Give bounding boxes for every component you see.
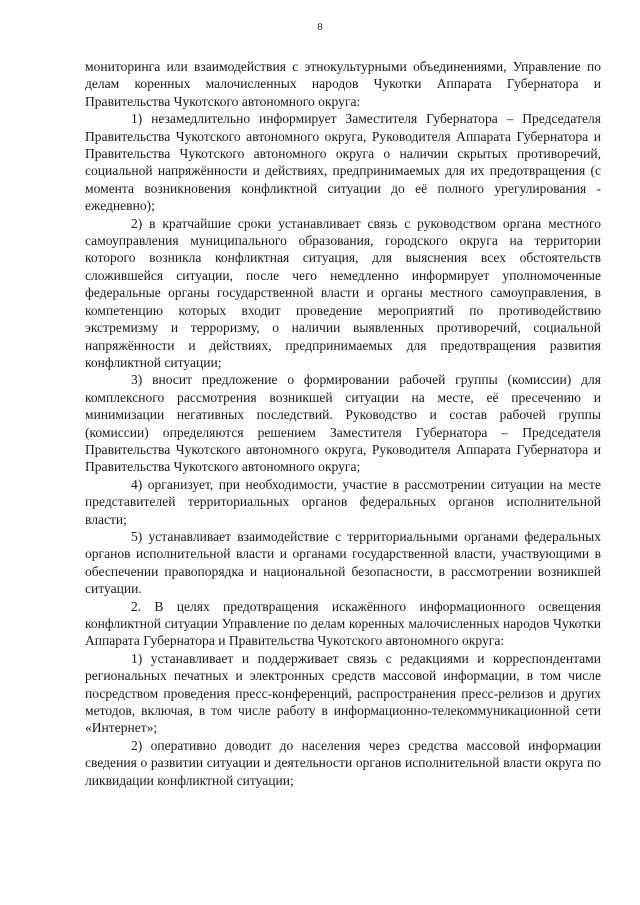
paragraph-item-5-interaction: 5) устанавливает взаимодействие с территориальными органами федеральных органов исполнительной власти и органами государственной власти, участвующими в обеспечении правопорядка и национальной безопасности, в рассмотрении возникшей ситуации. (85, 528, 601, 597)
document-body (85, 58, 601, 789)
paragraph-item-1-inform: 1) незамедлительно информирует Заместителя Губернатора – Председателя Правительства Чукотского автономного округа, Руководителя Аппарата Губернатора и Правительства Чукотского автономного округа о наличии скрытых противоречий, социальной напряжённости и действиях, предпринимаемых для их предотвращения (с момента возникновения конфликтной ситуации до её полного урегулирования - ежедневно); (85, 111, 601, 214)
paragraph-item-3-working-group: 3) вносит предложение о формировании рабочей группы (комиссии) для комплексного рассмотрения возникшей ситуации на месте, её пресечению и минимизации негативных последствий. Руководство и состав рабочей группы (комиссии) определяются решением Заместителя Губернатора – Председателя Правительства Чукотского автономного округа, Руководителя Аппарата Губернатора и Правительства Чукотского автономного округа; (85, 372, 601, 475)
paragraph-item-2-contact: 2) в кратчайшие сроки устанавливает связь с руководством органа местного самоуправления муниципального образования, городского округа на территории которого возникла конфликтная ситуация, для выяснения всех обстоятельств сложившейся ситуации, после чего немедленно информирует уполномоченные федеральные органы государственной власти и органы местного самоуправления, в компетенцию которых входит проведение мероприятий по противодействию экстремизму и терроризму, о наличии выявленных противоречий, социальной напряжённости и действиях, предпринимаемых для предотвращения развития конфликтной ситуации; (85, 215, 601, 370)
paragraph-continuation: мониторинга или взаимодействия с этнокультурными объединениями, Управление по делам коренных малочисленных народов Чукотки Аппарата Губернатора и Правительства Чукотского автономного округа: (85, 59, 601, 109)
page-number: 8 (317, 22, 323, 33)
paragraph-section-2: 2. В целях предотвращения искажённого информационного освещения конфликтной ситуации Управление по делам коренных малочисленных народов Чукотки Аппарата Губернатора и Правительства Чукотского автономного округа: (85, 598, 601, 649)
paragraph-section-2-item-2-public: 2) оперативно доводит до населения через средства массовой информации сведения о развитии ситуации и деятельности органов исполнительной власти округа по ликвидации конфликтной ситуации; (85, 737, 601, 788)
paragraph-item-4-participation: 4) организует, при необходимости, участие в рассмотрении ситуации на месте представителей территориальных органов федеральных органов исполнительной власти; (85, 476, 601, 527)
paragraph-section-2-item-1-media: 1) устанавливает и поддерживает связь с редакциями и корреспондентами региональных печатных и электронных средств массовой информации, в том числе посредством проведения пресс-конференций, распространения пресс-релизов и других методов, включая, в том числе работу в информационно-телекоммуникационной сети «Интернет»; (85, 650, 601, 736)
